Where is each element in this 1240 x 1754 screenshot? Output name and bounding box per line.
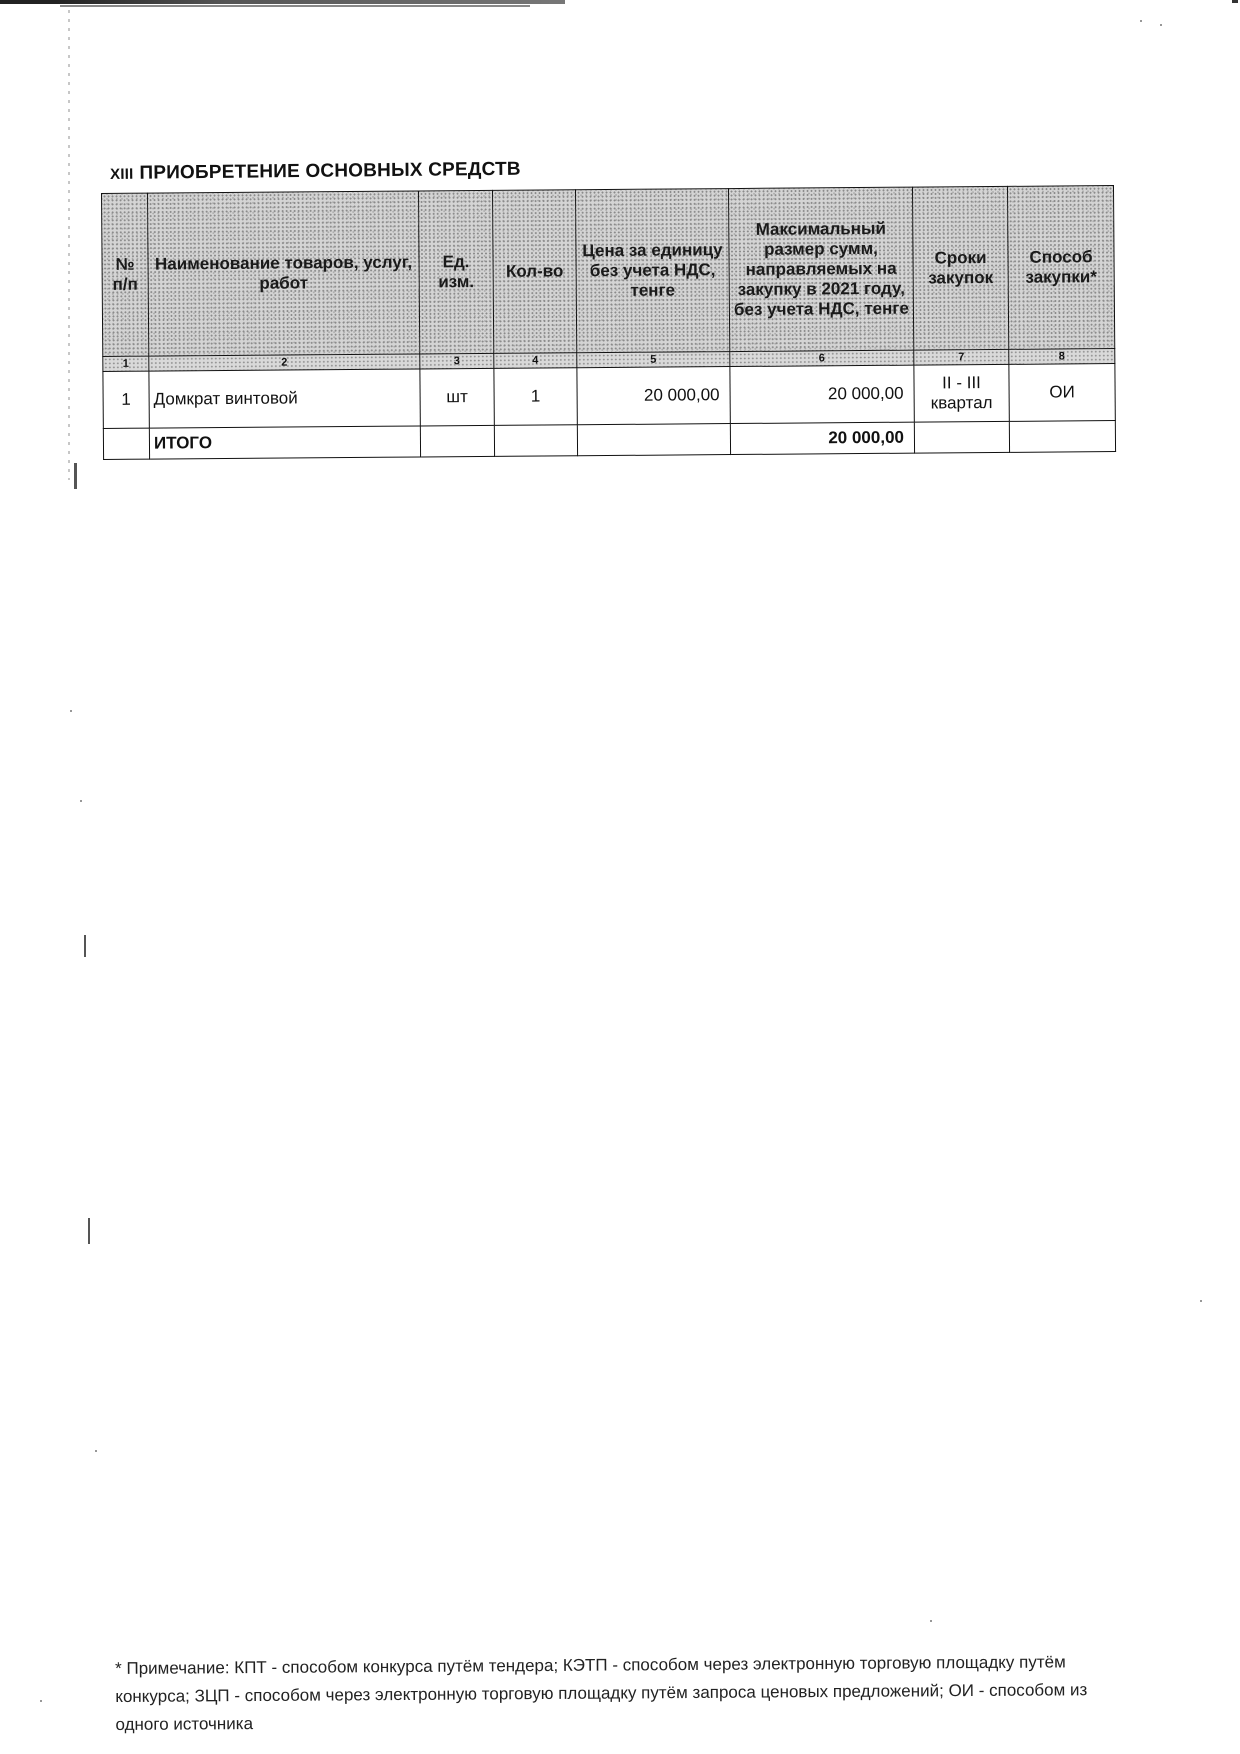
item-unit-price: 20 000,00: [577, 367, 730, 425]
column-number: 7: [914, 349, 1009, 365]
scan-dot-artifact: [80, 800, 82, 802]
scan-dot-artifact: [70, 710, 72, 712]
header-unit-price: Цена за единицу без учета НДС, тенге: [575, 189, 729, 353]
scan-mark-artifact: [74, 463, 77, 489]
header-max-amount: Максимальный размер сумм, направляемых на закупку в 2021 году, без учета НДС, тенге: [728, 187, 913, 351]
total-empty-cell: [914, 421, 1009, 453]
header-period: Сроки закупок: [912, 186, 1008, 350]
item-max-amount: 20 000,00: [730, 365, 914, 423]
column-number: 4: [494, 353, 577, 369]
row-number: 1: [103, 371, 149, 428]
table-row: [103, 364, 1115, 429]
column-number: 2: [149, 354, 420, 371]
total-empty-cell: [577, 424, 730, 456]
total-row: [103, 421, 1115, 460]
header-unit: Ед. изм.: [418, 190, 493, 354]
header-number: № п/п: [102, 193, 149, 356]
scan-mark-artifact: [84, 935, 86, 957]
total-empty-cell: [494, 425, 577, 457]
column-number: 8: [1009, 349, 1115, 365]
item-unit: шт: [420, 368, 494, 426]
scan-dot-artifact: [1160, 24, 1162, 26]
item-name: Домкрат винтовой: [149, 369, 420, 428]
item-quantity: 1: [494, 368, 577, 426]
item-method: ОИ: [1009, 364, 1115, 422]
column-number: 3: [420, 353, 494, 369]
total-empty-cell: [103, 428, 149, 459]
header-quantity: Кол-во: [492, 190, 576, 354]
section-number: XIII: [110, 165, 134, 183]
column-number: 6: [730, 350, 914, 366]
column-number: 1: [103, 356, 149, 371]
table-header-row: [102, 186, 1115, 357]
scan-dot-artifact: [1200, 1300, 1202, 1302]
scan-edge-artifact: [68, 10, 70, 480]
scan-dot-artifact: [40, 1700, 42, 1702]
scan-dot-artifact: [95, 1450, 97, 1452]
scan-corner-artifact: [1232, 0, 1238, 3]
column-number: 5: [577, 352, 730, 368]
scan-dot-artifact: [930, 1620, 932, 1622]
section-title-text: ПРИОБРЕТЕНИЕ ОСНОВНЫХ СРЕДСТВ: [139, 158, 521, 184]
total-max-amount: 20 000,00: [730, 422, 914, 454]
item-period: II - III квартал: [914, 364, 1009, 422]
scan-edge-artifact: [0, 0, 565, 4]
header-method: Способ закупки*: [1007, 186, 1114, 350]
total-empty-cell: [420, 425, 494, 457]
scan-dot-artifact: [1140, 20, 1142, 22]
footnote: * Примечание: КПТ - способом конкурса путём тендера; КЭТП - способом через электронную торговую площадку путём конкурса; ЗЦП - способом через электронную торговую площадку путём запроса ценовых предложений; ОИ - способом из одного источника: [115, 1652, 1088, 1734]
scan-mark-artifact: [88, 1218, 90, 1244]
total-empty-cell: [1009, 421, 1115, 453]
header-name: Наименование товаров, услуг, работ: [148, 191, 420, 356]
section-title: [110, 159, 521, 185]
total-label: ИТОГО: [149, 426, 420, 459]
procurement-table: [101, 185, 1116, 460]
scan-edge-artifact: [60, 5, 530, 7]
